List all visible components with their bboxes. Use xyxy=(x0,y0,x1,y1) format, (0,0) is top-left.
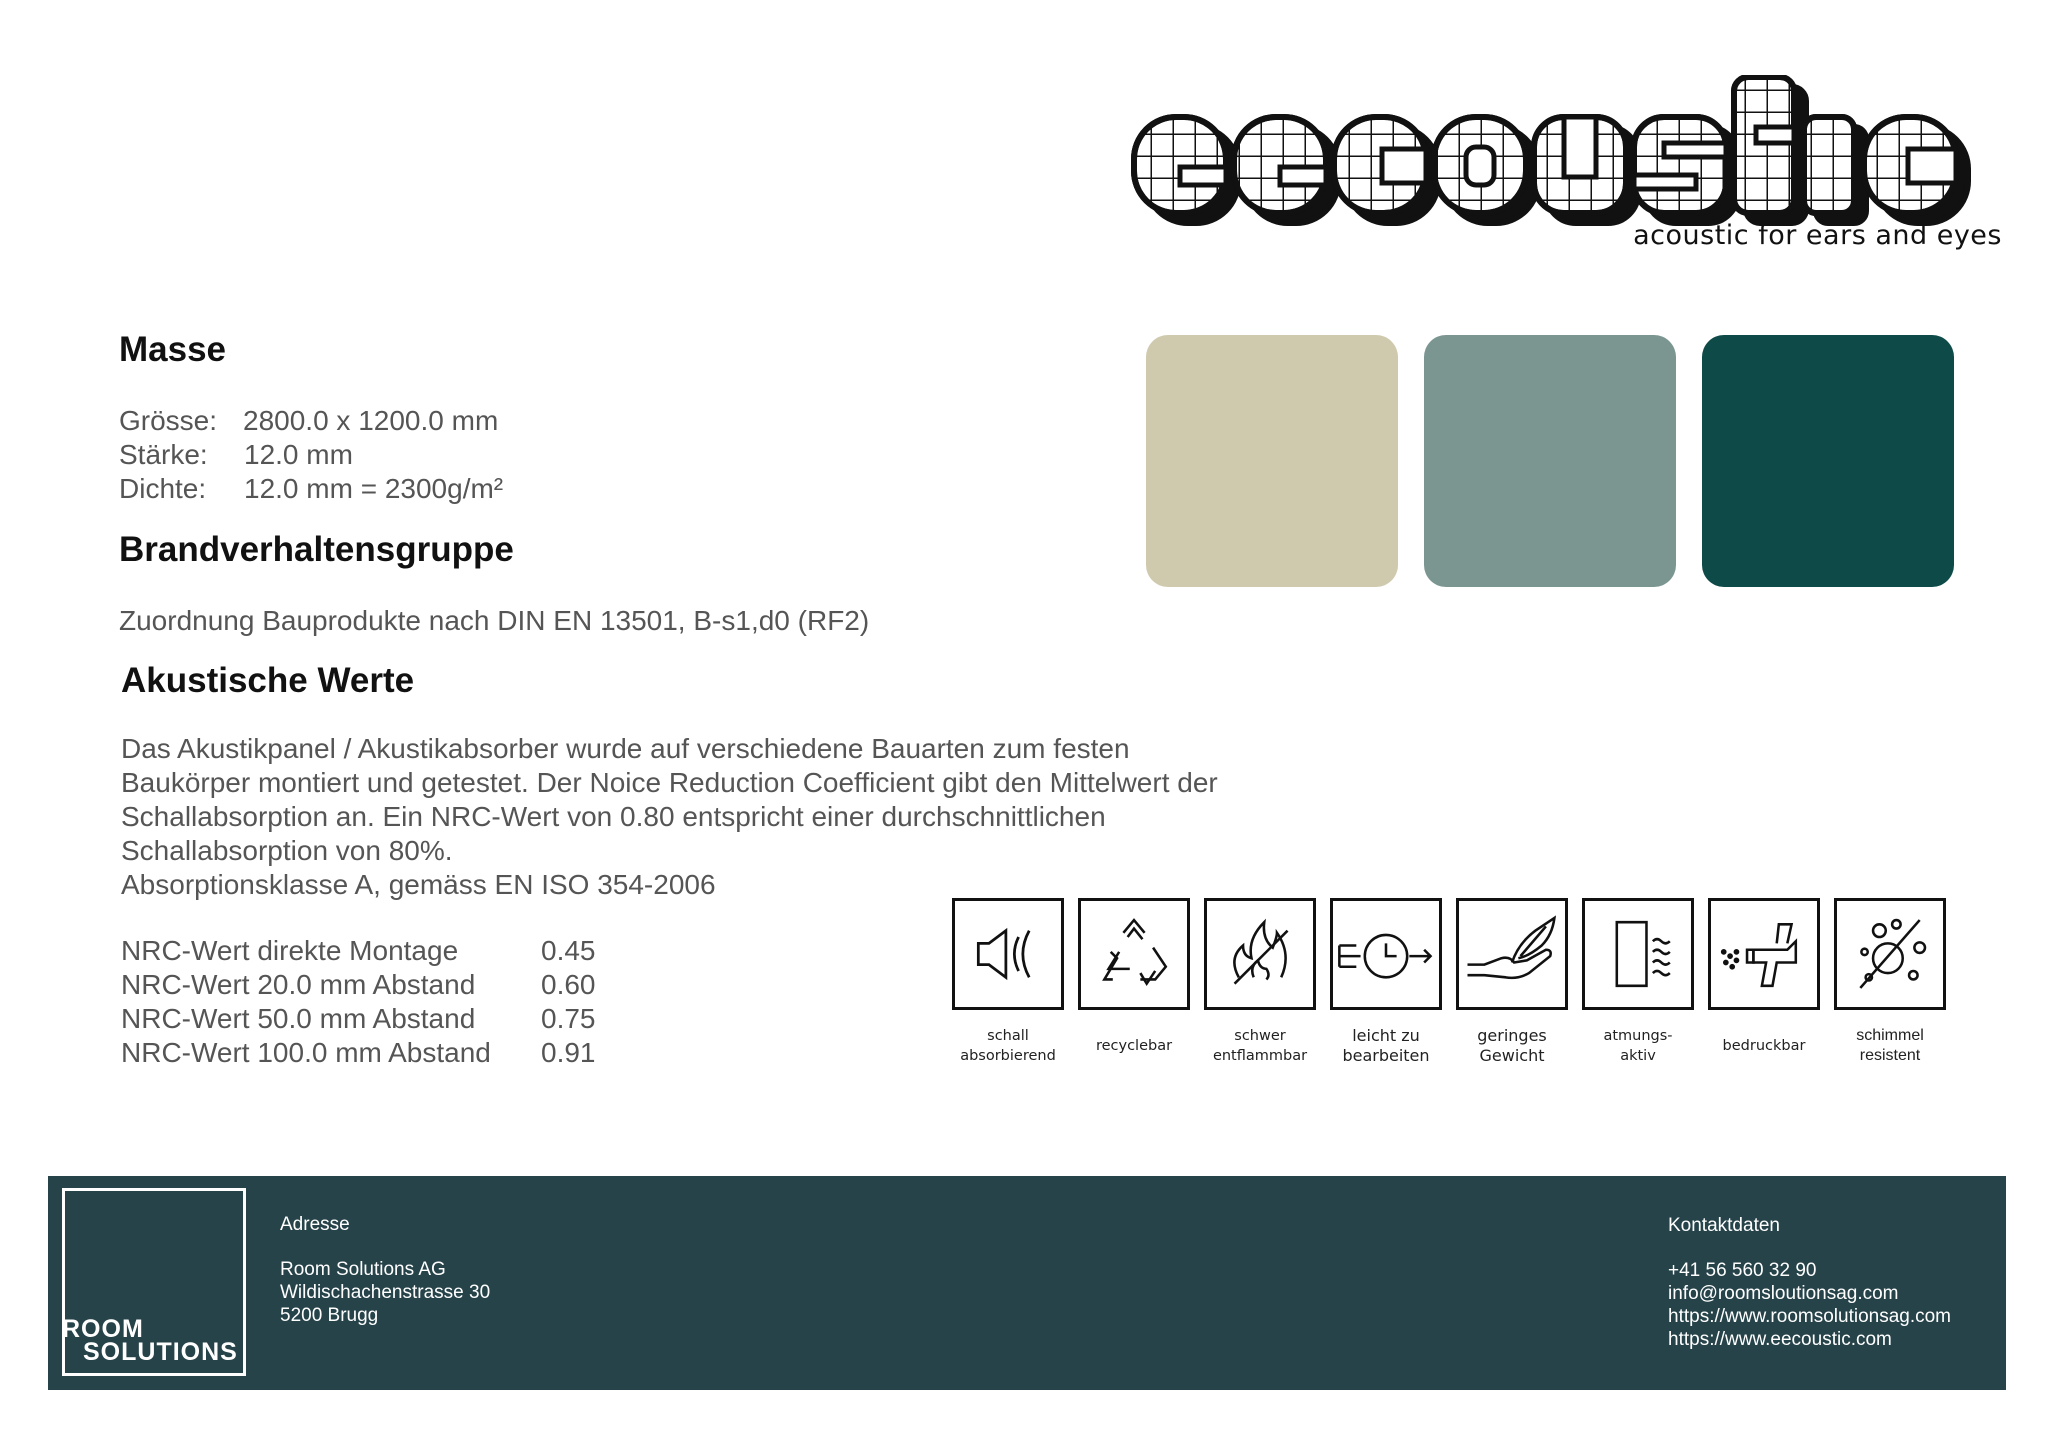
nrc-row xyxy=(121,1002,596,1036)
footer-brand-line1: ROOM xyxy=(62,1315,144,1343)
fire-class-heading: Brandverhaltensgruppe xyxy=(119,530,514,569)
crossed-flame-icon xyxy=(1204,898,1316,1010)
masse-row xyxy=(119,438,503,472)
nrc-label: NRC-Wert 50.0 mm Abstand xyxy=(121,1003,476,1034)
swatch-beige xyxy=(1146,335,1398,587)
hand-feather-icon xyxy=(1456,898,1568,1010)
masse-row xyxy=(119,472,503,506)
address-line: 5200 Brugg xyxy=(280,1305,379,1326)
swatch-grey-green xyxy=(1424,335,1676,587)
nrc-label: NRC-Wert direkte Montage xyxy=(121,935,459,966)
masse-key: Stärke: xyxy=(119,439,208,470)
nrc-row xyxy=(121,934,596,968)
nrc-row xyxy=(121,968,596,1002)
feature-label: schall absorbierend xyxy=(960,1028,1056,1064)
acoustic-line: Absorptionsklasse A, gemäss EN ISO 354-2006 xyxy=(121,869,716,900)
clock-speed-icon xyxy=(1330,898,1442,1010)
masse-key: Dichte: xyxy=(119,473,207,504)
address-block xyxy=(280,1258,490,1327)
recycle-icon xyxy=(1078,898,1190,1010)
nrc-value: 0.45 xyxy=(541,935,596,966)
masse-heading: Masse xyxy=(119,330,227,369)
nrc-table xyxy=(121,934,596,1070)
contact-website-link[interactable]: https://www.eecoustic.com xyxy=(1668,1329,1892,1350)
masse-row xyxy=(119,404,503,438)
address-line: Wildischachenstrasse 30 xyxy=(280,1282,491,1303)
masse-list xyxy=(119,404,503,506)
nrc-value: 0.75 xyxy=(541,1003,596,1034)
masse-key: Grösse: xyxy=(119,405,218,436)
fire-class-text: Zuordnung Bauprodukte nach DIN EN 13501, B-s1,d0 (RF2) xyxy=(119,605,870,636)
acoustic-line: Schallabsorption an. Ein NRC-Wert von 0.80 entspricht einer durchschnittlichen xyxy=(121,801,1106,832)
acoustic-line: Schallabsorption von 80%. xyxy=(121,835,453,866)
contact-website-link[interactable]: https://www.roomsolutionsag.com xyxy=(1668,1306,1952,1327)
masse-value: 12.0 mm xyxy=(244,439,353,470)
contact-block xyxy=(1668,1259,1951,1351)
footer-brand-line2: SOLUTIONS xyxy=(83,1338,238,1366)
masse-value: 12.0 mm = 2300g/m² xyxy=(244,473,504,504)
acoustic-description xyxy=(121,732,1218,902)
no-mold-icon xyxy=(1834,898,1946,1010)
feature-label: bedruckbar xyxy=(1722,1038,1806,1054)
acoustic-line: Das Akustikpanel / Akustikabsorber wurde auf verschiedene Bauarten zum festen xyxy=(121,733,1130,764)
breathing-panel-icon xyxy=(1582,898,1694,1010)
address-heading: Adresse xyxy=(280,1214,350,1235)
address-line: Room Solutions AG xyxy=(280,1259,446,1280)
nrc-row xyxy=(121,1036,596,1070)
nrc-value: 0.60 xyxy=(541,969,596,1000)
contact-email[interactable]: info@roomsloutionsag.com xyxy=(1668,1283,1899,1304)
feature-label: atmungs- aktiv xyxy=(1603,1028,1673,1064)
speaker-icon xyxy=(952,898,1064,1010)
masse-value: 2800.0 x 1200.0 mm xyxy=(243,405,499,436)
acoustic-line: Baukörper montiert und getestet. Der Noice Reduction Coefficient gibt den Mittelwert der xyxy=(121,767,1218,798)
spray-gun-icon xyxy=(1708,898,1820,1010)
feature-label: schwer entflammbar xyxy=(1212,1028,1308,1064)
feature-label: schimmel resistent xyxy=(1856,1027,1924,1064)
swatch-dark-teal xyxy=(1702,335,1954,587)
tagline: acoustic for ears and eyes xyxy=(1633,220,2002,251)
nrc-label: NRC-Wert 20.0 mm Abstand xyxy=(121,969,476,1000)
contact-phone: +41 56 560 32 90 xyxy=(1668,1260,1817,1281)
feature-label: leicht zu bearbeiten xyxy=(1342,1026,1430,1065)
feature-label: geringes Gewicht xyxy=(1477,1026,1547,1065)
nrc-label: NRC-Wert 100.0 mm Abstand xyxy=(121,1037,491,1068)
contact-heading: Kontaktdaten xyxy=(1668,1215,1780,1236)
logo-text: eecoustic xyxy=(1130,75,1135,76)
feature-label: recyclebar xyxy=(1095,1038,1173,1054)
nrc-value: 0.91 xyxy=(541,1037,596,1068)
acoustic-heading: Akustische Werte xyxy=(121,661,415,700)
